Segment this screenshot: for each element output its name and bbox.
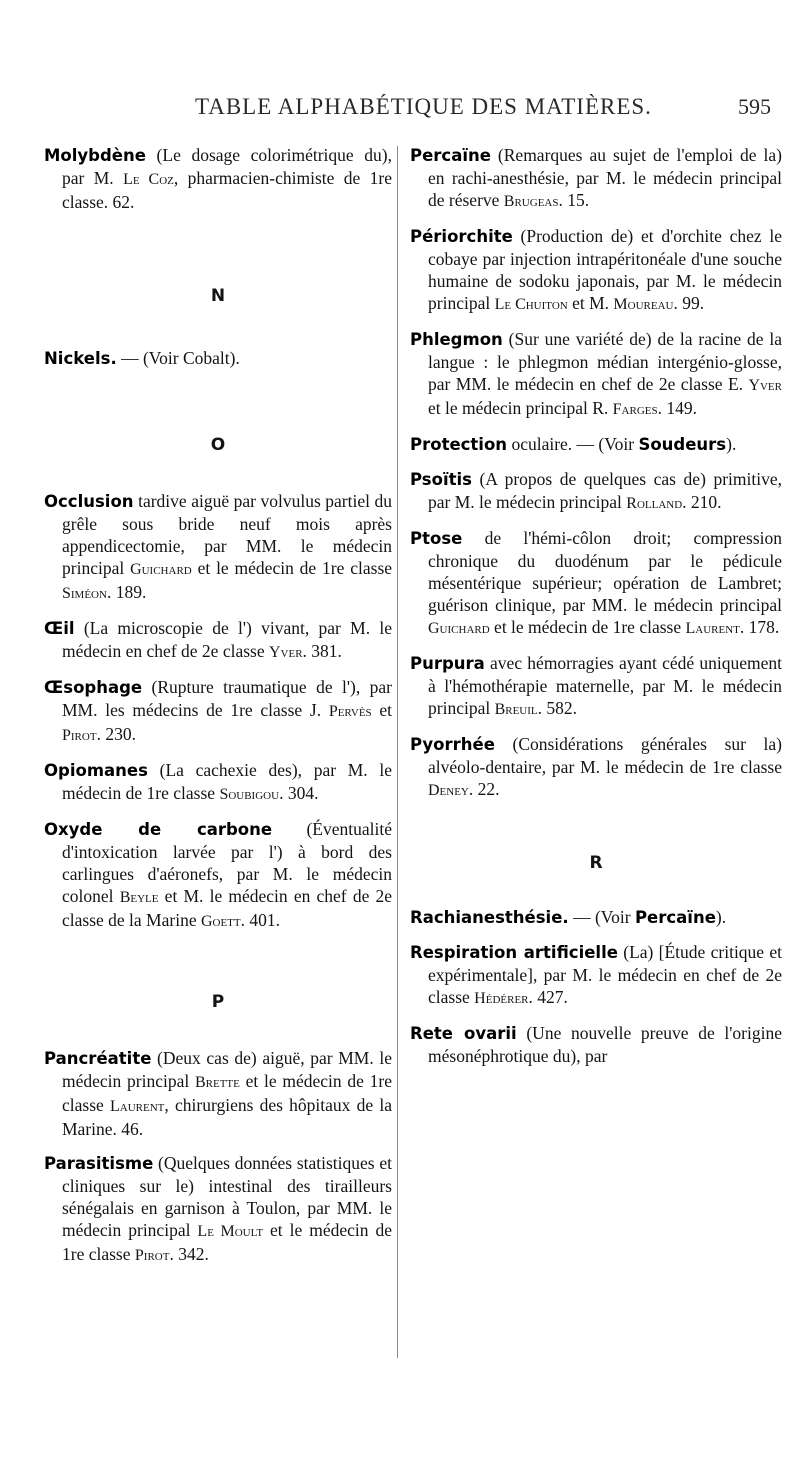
entry-text: , pharmacien-chimiste de 1re classe. 62. (62, 168, 393, 212)
column-divider (397, 146, 398, 1358)
author-name: Laurent (685, 620, 740, 637)
section-letter-p: P (211, 992, 225, 1012)
entry-text: et le médecin de 1re classe (494, 617, 682, 637)
entry-text: (Rupture traumatique de l'), par MM. les médecins de 1re classe J. (62, 677, 392, 720)
entry-headword: Purpura (410, 654, 485, 673)
entry-text: , chirurgiens des hôpitaux de la Marine. 46. (62, 1095, 392, 1139)
entry-text: (Considérations générales sur la) alvéolo-dentaire, par M. le médecin de 1re classe (428, 734, 783, 777)
entry-text: (Production de) et d'orchite chez le cobaye par injection intrapéritonéale d'une souche humaine de sodoku japonais, par M. le médecin principal (428, 226, 782, 313)
section-letter-r: R (589, 853, 603, 873)
author-name: Farges (612, 401, 658, 418)
entry-text: (Une nouvelle preuve de l'origine mésonéphrotique du), par (428, 1023, 782, 1066)
entry-headword: Psoïtis (410, 470, 472, 489)
entry-text: (Deux cas de) aiguë, par MM. le médecin principal (62, 1048, 393, 1091)
index-entry-protection (410, 433, 782, 456)
cross-reference: Soudeurs (638, 435, 727, 454)
entry-headword: Oxyde de carbone (44, 820, 273, 839)
entry-headword: Parasitisme (44, 1154, 154, 1173)
entry-text: (Éventualité d'intoxication larvée par l') à bord des carlingues d'aéronefs, par M. le médecin colonel (62, 819, 392, 906)
author-name: Beyle (119, 889, 159, 906)
index-entry-psoitis (410, 468, 782, 515)
index-entry-rete-ovarii (410, 1022, 782, 1067)
entry-text: (La) [Étude critique et expérimentale], par M. le médecin en chef de 2e classe (428, 942, 783, 1007)
author-name: Pervès (328, 703, 372, 720)
entry-text: (La cachexie des), par M. le médecin de 1re classe (62, 760, 392, 803)
author-name: Rolland (626, 495, 683, 512)
entry-text: . 401. (240, 910, 280, 930)
author-name: Guichard (428, 620, 490, 637)
entry-headword: Œsophage (44, 678, 143, 697)
entry-headword: Nickels. (44, 349, 117, 368)
entry-text: et (379, 700, 393, 720)
index-entry-phlegmon (410, 328, 782, 421)
entry-text: — (Voir (573, 907, 631, 927)
entry-headword: Occlusion (44, 492, 134, 511)
entry-text: . 149. (657, 398, 697, 418)
index-entry-percaine (410, 144, 782, 213)
entry-text: ). (715, 907, 727, 927)
entry-text: (A propos de quelques cas de) primitive, par M. le médecin principal (428, 469, 782, 512)
entry-text: . 178. (739, 617, 780, 637)
author-name: Hédérer (474, 990, 529, 1007)
entry-headword: Respiration artificielle (410, 943, 618, 962)
entry-text: et le médecin de 1re classe (62, 1071, 393, 1115)
entry-headword: Opiomanes (44, 761, 148, 780)
entry-text: et le médecin de 1re classe (197, 558, 393, 578)
index-entry-oeil (44, 617, 392, 664)
index-entry-purpura (410, 652, 782, 721)
entry-text: . 304. (279, 783, 319, 803)
entry-text: . 22. (468, 779, 500, 799)
index-entry-ptose (410, 527, 782, 640)
entry-headword: Protection (410, 435, 508, 454)
page-number: 595 (738, 94, 771, 119)
entry-text: et M. (572, 293, 610, 313)
entry-text: — (Voir Cobalt). (121, 348, 240, 368)
author-name: Le Chuiton (494, 296, 568, 313)
entry-text: et le médecin principal R. (428, 398, 609, 418)
author-name: Le Coz (123, 171, 174, 188)
left-column (44, 144, 392, 1279)
index-entry-molybdene (44, 144, 392, 213)
entry-headword: Rachianesthésie. (410, 908, 569, 927)
entry-headword: Périorchite (410, 227, 513, 246)
entry-text: . 342. (169, 1244, 209, 1264)
entry-text: et M. le médecin en chef de 2e classe de la Marine (62, 886, 393, 930)
index-entry-opiomanes (44, 759, 392, 806)
header-title: TABLE ALPHABÉTIQUE DES MATIÈRES. (195, 94, 652, 119)
index-entry-rachianesthesie (410, 906, 782, 929)
entry-text: et le médecin de 1re classe (62, 1220, 392, 1264)
entry-text: (Le dosage colorimétrique du), par M. (62, 145, 392, 188)
index-entry-oesophage (44, 676, 392, 747)
running-header (0, 90, 800, 130)
entry-text: . 210. (682, 492, 722, 512)
index-entry-nickels (44, 347, 392, 370)
entry-headword: Pyorrhée (410, 735, 495, 754)
entry-headword: Phlegmon (410, 330, 503, 349)
entry-text: avec hémorragies ayant cédé uniquement à l'hémothérapie maternelle, par M. le médecin principal (428, 653, 782, 718)
right-column (410, 144, 782, 1079)
author-name: Guichard (130, 561, 192, 578)
entry-text: (Sur une variété de) de la racine de la langue : le phlegmon médian intergénio-glosse, par MM. le médecin en chef de 2e classe E. (428, 329, 783, 394)
author-name: Le Moult (197, 1223, 264, 1240)
entry-text: de l'hémi-côlon droit; compression chronique du duodénum par le pédicule mésentérique supérieur; opération de Lambret; guérison clinique, par MM. le médecin principal (428, 528, 782, 615)
cross-reference: Percaïne (634, 908, 716, 927)
entry-text: (La microscopie de l') vivant, par M. le médecin en chef de 2e classe (62, 618, 392, 661)
index-entry-pyorrhee (410, 733, 782, 802)
author-name: Pirot (134, 1247, 170, 1264)
entry-text: . 381. (302, 641, 342, 661)
entry-text: . 582. (537, 698, 578, 718)
author-name: Goett (200, 913, 241, 930)
index-entry-respiration-artificielle (410, 941, 782, 1010)
author-name: Deney (428, 782, 469, 799)
entry-text: . 15. (558, 190, 590, 210)
author-name: Yver (748, 377, 782, 394)
entry-text: . 230. (96, 724, 136, 744)
author-name: Brette (194, 1074, 240, 1091)
author-name: Breuil (494, 701, 538, 718)
entry-headword: Percaïne (410, 146, 491, 165)
entry-headword: Œil (44, 619, 75, 638)
entry-headword: Rete ovarii (410, 1024, 517, 1043)
entry-text: ). (726, 434, 737, 454)
section-letter-o: O (210, 435, 226, 455)
author-name: Brugeas (503, 193, 559, 210)
index-entry-pancreatite (44, 1047, 392, 1140)
entry-text: . 189. (106, 582, 147, 602)
entry-headword: Pancréatite (44, 1049, 152, 1068)
index-entry-occlusion (44, 490, 392, 605)
author-name: Moureau (613, 296, 674, 313)
entry-text: . 99. (673, 293, 705, 313)
author-name: Pirot (62, 727, 97, 744)
section-letter-n: N (210, 286, 226, 306)
author-name: Soubigou (219, 786, 280, 803)
index-entry-periorchite (410, 225, 782, 316)
index-entry-parasitisme (44, 1152, 392, 1267)
author-name: Yver (268, 644, 303, 661)
entry-text: (Remarques au sujet de l'emploi de la) en rachi-anesthésie, par M. le médecin principal de réserve (428, 145, 783, 210)
entry-text: oculaire. — (Voir (511, 434, 635, 454)
entry-headword: Molybdène (44, 146, 146, 165)
entry-text: (Quelques données statistiques et cliniques sur le) intestinal des tirailleurs sénégalais en garnison à Toulon, par MM. le médecin principal (62, 1153, 392, 1240)
index-entry-oxyde-de-carbone (44, 818, 392, 933)
entry-text: . 427. (528, 987, 568, 1007)
author-name: Laurent (110, 1098, 165, 1115)
entry-headword: Ptose (410, 529, 463, 548)
entry-text: tardive aiguë par volvulus partiel du grêle sous bride neuf mois après appendicectomie, par MM. le médecin principal (62, 491, 393, 578)
author-name: Siméon (62, 585, 107, 602)
